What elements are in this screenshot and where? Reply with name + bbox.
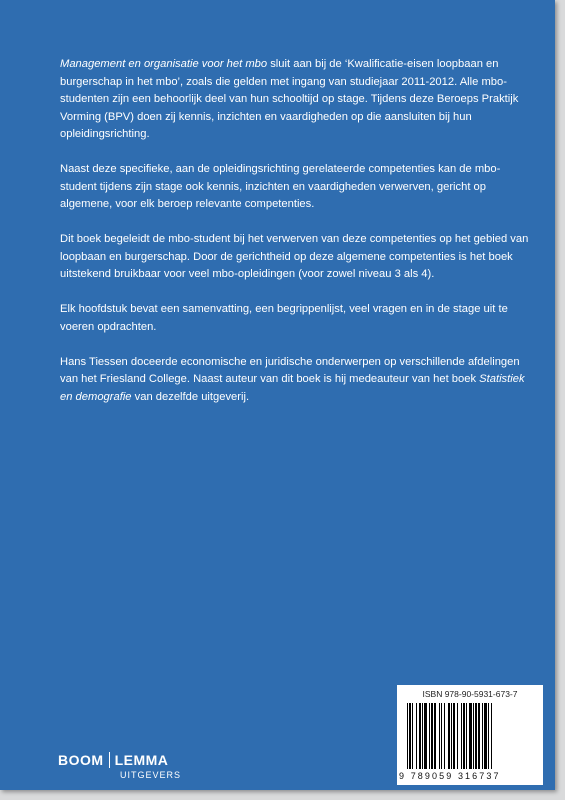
- publisher-name-left: BOOM: [58, 752, 104, 768]
- author-bio: [60, 354, 530, 407]
- barcode-box: [397, 685, 543, 785]
- publisher-subtitle: UITGEVERS: [120, 770, 182, 780]
- author-bio-text-b: van dezelfde uitgeverij.: [131, 390, 250, 403]
- book-title: Management en organisatie voor het mbo: [60, 58, 268, 70]
- paragraph-4: Elk hoofdstuk bevat een samenvatting, een begrippenlijst, veel vragen en in de stage uit te voeren opdrachten.: [60, 303, 508, 333]
- publisher-name-right: LEMMA: [114, 752, 169, 768]
- publisher-logo: [58, 752, 182, 780]
- isbn-label: ISBN 978-90-5931-673-7: [422, 689, 518, 699]
- publisher-name: [58, 752, 168, 768]
- paragraph-1: [60, 56, 530, 144]
- barcode-icon: [405, 703, 535, 771]
- paragraph-1-text: sluit aan bij de ‘Kwalificatie-eisen loopbaan en burgerschap in het mbo’, zoals die gelden met ingang van studiejaar 2011-2012. Alle mbo-studenten zijn een behoorlijk deel van hun schooltijd op stage. Tijdens deze Beroeps Praktijk Vorming (BPV) doen zij kennis, inzichten en vaardigheden op die aansluiten bij hun opleidingsrichting.: [60, 58, 519, 140]
- paragraph-2: Naast deze specifieke, aan de opleidingsrichting gerelateerde competenties kan de mbo-student tijdens zijn stage ook kennis, inzichten en vaardigheden verwerven, gericht op algemene, voor elk beroep relevante competenties.: [60, 163, 501, 210]
- barcode-digits: 9 789059 316737: [399, 771, 501, 781]
- other-book-title: Statistiek en demografie: [60, 373, 525, 403]
- logo-divider: [109, 752, 110, 768]
- paragraph-3: Dit boek begeleidt de mbo-student bij het verwerven van deze competenties op het gebied van loopbaan en burgerschap. Door de gerichtheid op deze algemene competenties is het boek uitstekend bruikbaar voor veel mbo-opleidingen (voor zowel niveau 3 als 4).: [60, 233, 529, 280]
- author-bio-text-a: Hans Tiessen doceerde economische en juridische onderwerpen op verschillende afdelingen van het Friesland College. Naast auteur van dit boek is hij medeauteur van het boek: [60, 355, 520, 385]
- blurb-text: [60, 56, 530, 424]
